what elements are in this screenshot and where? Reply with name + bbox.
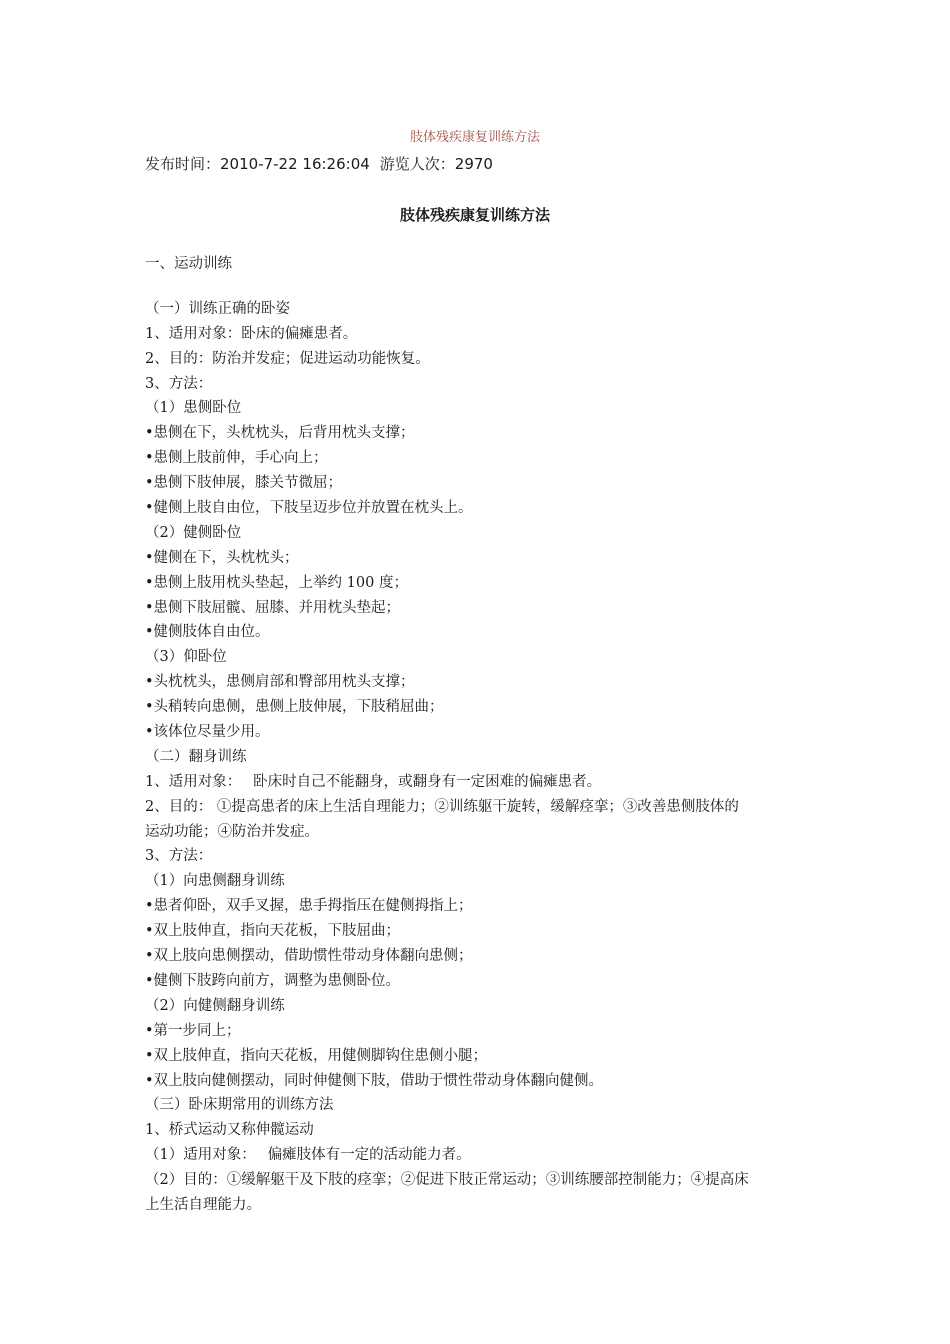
text-line: （2）向健侧翻身训练 (145, 997, 285, 1014)
text-line: •健侧肢体自由位。 (145, 624, 270, 641)
text-line: （2）健侧卧位 (145, 524, 242, 541)
text-line: （3）仰卧位 (145, 649, 227, 666)
text-line: （1）向患侧翻身训练 (145, 873, 285, 890)
text-line: 2、目的：防治并发症；促进运动功能恢复。 (145, 350, 430, 367)
text-line: 1、适用对象： 卧床时自己不能翻身，或翻身有一定困难的偏瘫患者。 (145, 773, 602, 790)
text-line: •健侧下肢跨向前方，调整为患侧卧位。 (145, 972, 401, 989)
text-line: •头稍转向患侧，患侧上肢伸展，下肢稍屈曲； (145, 699, 444, 716)
text-line: （二）翻身训练 (145, 748, 247, 765)
text-line: 1、桥式运动又称伸髋运动 (145, 1122, 314, 1139)
text-line: •第一步同上； (145, 1022, 241, 1039)
text-line: （三）卧床期常用的训练方法 (145, 1097, 334, 1114)
text-line: •患者仰卧，双手叉握，患手拇指压在健侧拇指上； (145, 898, 473, 915)
text-line: （2）目的：①缓解躯干及下肢的痉挛；②促进下肢正常运动；③训练腰部控制能力；④提高床 (145, 1172, 749, 1189)
text-line: 1、适用对象：卧床的偏瘫患者。 (145, 325, 358, 342)
text-line: •双上肢伸直，指向天花板，用健侧脚钩住患侧小腿； (145, 1047, 488, 1064)
text-line: •双上肢伸直，指向天花板，下肢屈曲； (145, 923, 401, 940)
text-line: •患侧上肢用枕头垫起，上举约 100 度； (145, 574, 408, 591)
text-line: 3、方法： (145, 375, 213, 392)
text-line: （一）训练正确的卧姿 (145, 300, 290, 317)
text-line: •患侧上肢前伸，手心向上； (145, 450, 328, 467)
views-label: 游览人次： (379, 155, 455, 173)
text-line: •患侧在下，头枕枕头，后背用枕头支撑； (145, 425, 415, 442)
article-title: 肢体残疾康复训练方法 (399, 206, 550, 224)
publish-time-label: 发布时间： (145, 155, 221, 173)
page-header-title: 肢体残疾康复训练方法 (409, 130, 540, 145)
section-heading: 一、运动训练 (145, 256, 232, 272)
text-line: •双上肢向健侧摆动，同时伸健侧下肢，借助于惯性带动身体翻向健侧。 (145, 1072, 604, 1089)
text-line: •该体位尽量少用。 (145, 724, 270, 741)
text-line: 2、目的： ①提高患者的床上生活自理能力；②训练躯干旋转，缓解痉挛；③改善患侧肢体的 (145, 798, 739, 815)
text-line: •患侧下肢屈髋、屈膝、并用枕头垫起； (145, 599, 401, 616)
text-line: •健侧上肢自由位，下肢呈迈步位并放置在枕头上。 (145, 500, 473, 517)
text-line: •双上肢向患侧摆动，借助惯性带动身体翻向患侧； (145, 948, 473, 965)
text-line: •健侧在下，头枕枕头； (145, 549, 299, 566)
text-line: •头枕枕头，患侧肩部和臀部用枕头支撑； (145, 674, 415, 691)
text-line: （1）患侧卧位 (145, 400, 242, 417)
views-count: 2970 (454, 155, 493, 173)
text-line: 运动功能；④防治并发症。 (145, 823, 319, 840)
text-line: （1）适用对象： 偏瘫肢体有一定的活动能力者。 (145, 1147, 471, 1164)
text-line: •患侧下肢伸展，膝关节微屈； (145, 475, 343, 492)
article-body (145, 252, 810, 1218)
text-line: 上生活自理能力。 (145, 1196, 261, 1213)
publish-time: 2010-7-22 16:26:04 (220, 155, 370, 173)
text-line: 3、方法： (145, 848, 213, 865)
article-lines (145, 297, 810, 1218)
publish-meta (145, 153, 493, 174)
